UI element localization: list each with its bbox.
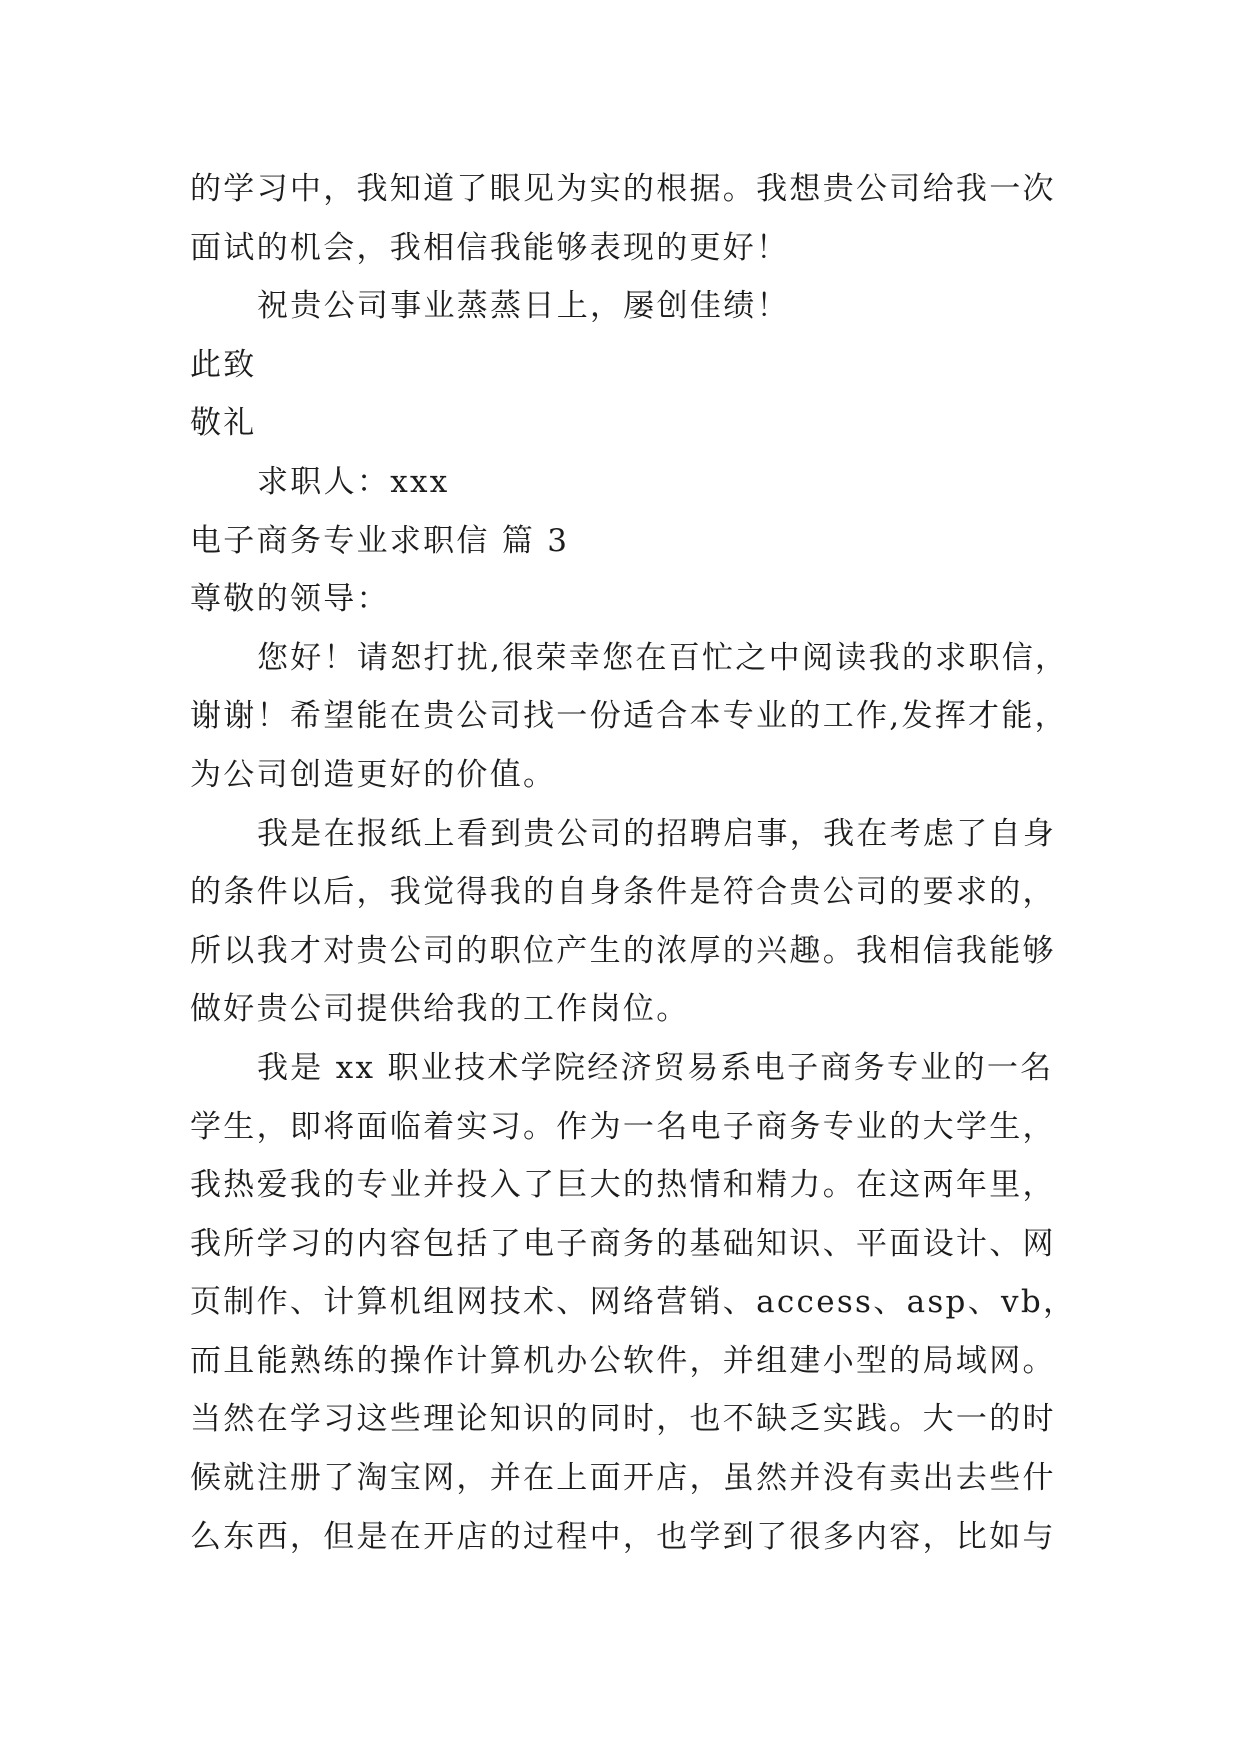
paragraph-line: 我所学习的内容包括了电子商务的基础知识、平面设计、网 bbox=[190, 1225, 1056, 1262]
closing-phrase: 敬礼 bbox=[190, 405, 257, 442]
paragraph-line: 您好！请恕打扰,很荣幸您在百忙之中阅读我的求职信， bbox=[257, 639, 1069, 676]
section-title: 电子商务专业求职信 篇 3 bbox=[190, 522, 570, 559]
paragraph-line: 么东西，但是在开店的过程中，也学到了很多内容，比如与 bbox=[190, 1518, 1056, 1555]
closing-wish: 祝贵公司事业蒸蒸日上，屡创佳绩！ bbox=[257, 288, 790, 325]
paragraph-line: 候就注册了淘宝网，并在上面开店，虽然并没有卖出去些什 bbox=[190, 1460, 1056, 1497]
paragraph bbox=[190, 1039, 1090, 1566]
paragraph bbox=[190, 805, 1090, 1039]
paragraph-line: 而且能熟练的操作计算机办公软件，并组建小型的局域网。 bbox=[190, 1342, 1056, 1379]
paragraph bbox=[190, 629, 1090, 805]
paragraph-line: 我是 xx 职业技术学院经济贸易系电子商务专业的一名 bbox=[257, 1049, 1054, 1086]
paragraph-line: 我热爱我的专业并投入了巨大的热情和精力。在这两年里， bbox=[190, 1167, 1056, 1204]
paragraph-line: 我是在报纸上看到贵公司的招聘启事，我在考虑了自身 bbox=[257, 815, 1057, 852]
paragraph-line: 做好贵公司提供给我的工作岗位。 bbox=[190, 991, 690, 1028]
continuation-line: 的学习中，我知道了眼见为实的根据。我想贵公司给我一次 bbox=[190, 171, 1056, 207]
signature: 求职人：xxx bbox=[257, 463, 450, 500]
paragraph-line: 的条件以后，我觉得我的自身条件是符合贵公司的要求的， bbox=[190, 874, 1056, 911]
paragraph-line: 所以我才对贵公司的职位产生的浓厚的兴趣。我相信我能够 bbox=[190, 932, 1056, 969]
continuation-line: 面试的机会，我相信我能够表现的更好！ bbox=[190, 229, 790, 266]
greeting: 尊敬的领导： bbox=[190, 581, 390, 618]
closing-phrase: 此致 bbox=[190, 346, 257, 383]
document-body bbox=[190, 160, 1090, 1566]
paragraph-line: 谢谢！希望能在贵公司找一份适合本专业的工作,发挥才能， bbox=[190, 698, 1068, 735]
paragraph-line: 学生，即将面临着实习。作为一名电子商务专业的大学生， bbox=[190, 1108, 1056, 1145]
paragraph-line: 当然在学习这些理论知识的同时，也不缺乏实践。大一的时 bbox=[190, 1401, 1056, 1438]
paragraph-line: 为公司创造更好的价值。 bbox=[190, 756, 557, 793]
paragraph-line: 页制作、计算机组网技术、网络营销、access、asp、vb， bbox=[190, 1284, 1077, 1321]
